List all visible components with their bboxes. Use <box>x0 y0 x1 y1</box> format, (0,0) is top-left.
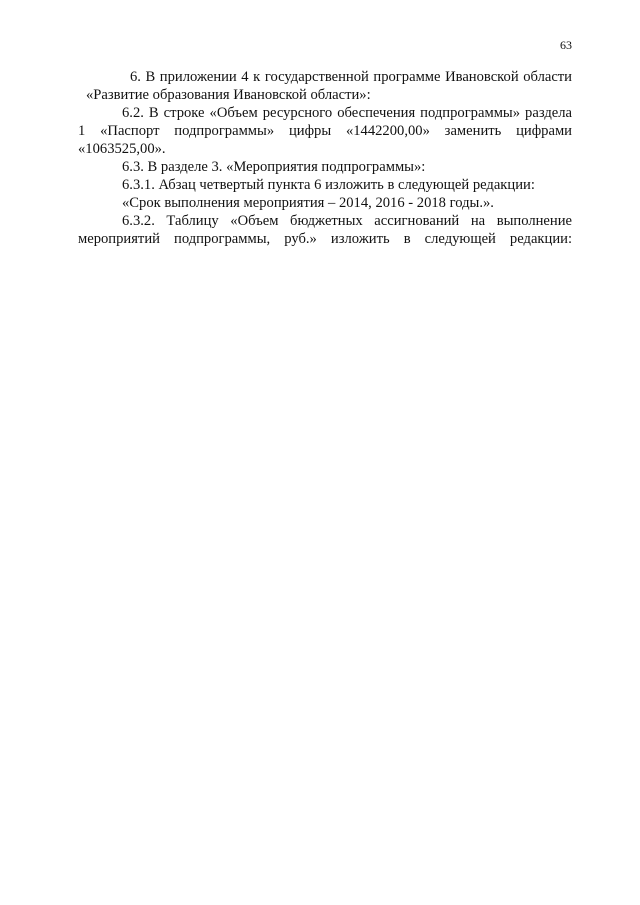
paragraph-6-3-1: 6.3.1. Абзац четвертый пункта 6 изложить в следующей редакции: <box>122 177 535 193</box>
document-body <box>78 68 572 248</box>
page-number: 63 <box>560 38 572 52</box>
paragraph-quote: «Срок выполнения мероприятия – 2014, 2016 - 2018 годы.». <box>122 195 494 211</box>
paragraph-6-3: 6.3. В разделе 3. «Мероприятия подпрограммы»: <box>122 159 426 175</box>
paragraph-6-2: 6.2. В строке «Объем ресурсного обеспечения подпрограммы» раздела 1 «Паспорт подпрограммы» цифры «1442200,00» заменить цифрами «1063525,00». <box>78 105 572 157</box>
paragraph-6-3-2: 6.3.2. Таблицу «Объем бюджетных ассигнований на выполнение мероприятий подпрограммы, руб.» изложить в следующей редакции: <box>78 213 572 247</box>
paragraph-6: 6. В приложении 4 к государственной программе Ивановской области «Развитие образования Ивановской области»: <box>86 69 572 103</box>
